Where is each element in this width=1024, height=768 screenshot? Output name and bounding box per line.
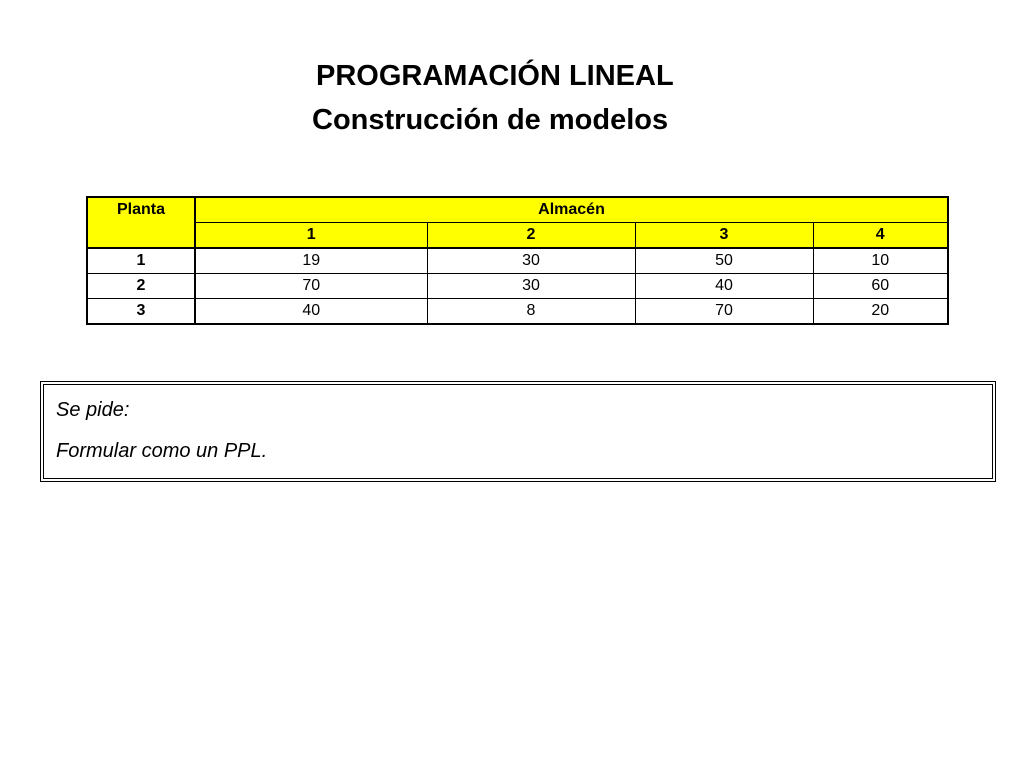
table-cell: 40 <box>635 274 813 299</box>
title-subtitle: Construcción de modelos <box>312 104 669 136</box>
column-header: 2 <box>427 223 635 249</box>
table-cell: 30 <box>427 274 635 299</box>
note-heading: Se pide: <box>56 399 130 421</box>
task-note-box <box>40 381 996 482</box>
table-cell: 19 <box>195 248 427 274</box>
table-row <box>87 274 948 299</box>
planta-header: Planta <box>87 197 195 248</box>
table-cell: 50 <box>635 248 813 274</box>
table-cell: 40 <box>195 299 427 325</box>
row-label: 1 <box>87 248 195 274</box>
table-row <box>87 248 948 274</box>
table-cell: 30 <box>427 248 635 274</box>
column-header: 1 <box>195 223 427 249</box>
task-note-inner <box>43 384 993 479</box>
table-header-row <box>87 197 948 223</box>
cost-table <box>86 196 949 325</box>
column-header: 4 <box>813 223 948 249</box>
table-row <box>87 299 948 325</box>
table-cell: 20 <box>813 299 948 325</box>
table-cell: 70 <box>195 274 427 299</box>
row-label: 3 <box>87 299 195 325</box>
table-cell: 60 <box>813 274 948 299</box>
table-cell: 8 <box>427 299 635 325</box>
title-main: PROGRAMACIÓN LINEAL <box>316 60 674 92</box>
table-cell: 10 <box>813 248 948 274</box>
column-header: 3 <box>635 223 813 249</box>
table-cell: 70 <box>635 299 813 325</box>
row-label: 2 <box>87 274 195 299</box>
almacen-header: Almacén <box>195 197 948 223</box>
note-instruction: Formular como un PPL. <box>56 440 268 462</box>
table-column-numbers-row <box>87 223 948 249</box>
